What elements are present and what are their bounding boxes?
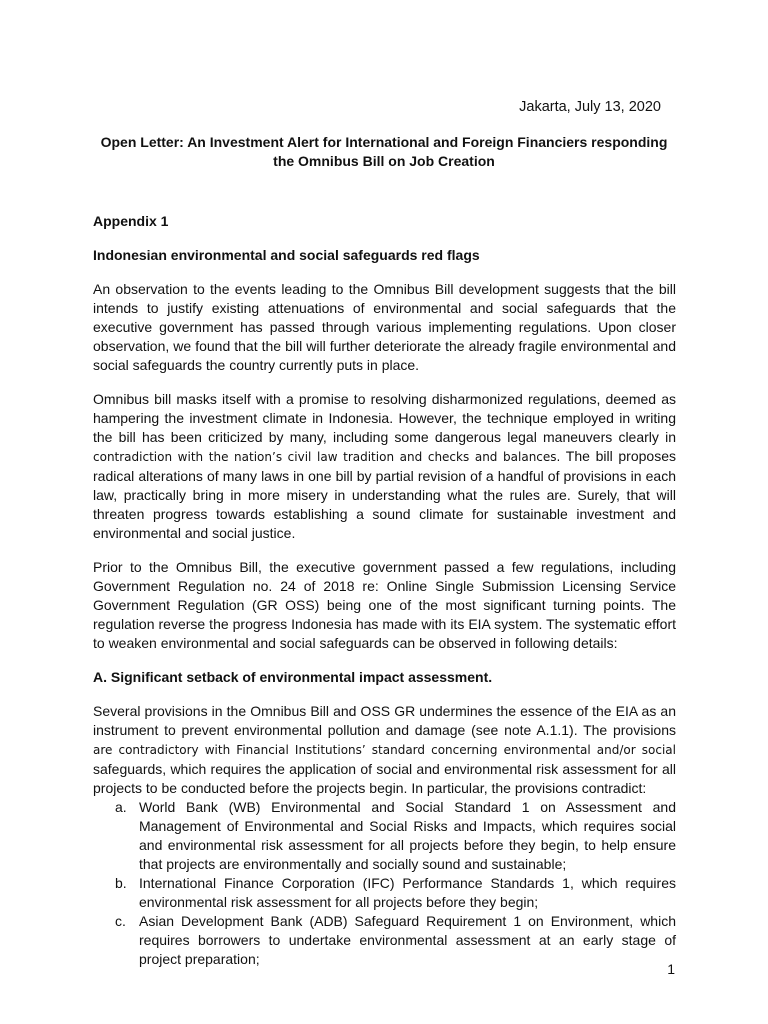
- list-item: [93, 874, 676, 912]
- list-item: [93, 798, 676, 874]
- document-body: [93, 212, 676, 969]
- paragraph-prior-regulations: Prior to the Omnibus Bill, the executive government passed a few regulations, including Government Regulation no. 24 of 2018 re: Online Single Submission Licensing Service Government Regulation (GR OSS) being one of the most significant turning points. The regulation reverse the progress Indonesia has made with its EIA system. The systematic effort to weaken environmental and social safeguards can be observed in following details:: [93, 559, 676, 651]
- letter-title-line-2: the Omnibus Bill on Job Creation: [273, 153, 495, 169]
- paragraph-provisions-part-1: Several provisions in the Omnibus Bill and OSS GR undermines the essence of the EIA as an instrument to prevent environmental pollution and damage (see note A.1.1). The provisions: [93, 703, 676, 738]
- section-a-heading: A. Significant setback of environmental impact assessment.: [93, 669, 493, 685]
- list-marker: b.: [115, 875, 127, 891]
- paragraph-omnibus-bill-part-1: Omnibus bill masks itself with a promise to resolving disharmonized regulations, deemed as hampering the investment climate in Indonesia. However, the technique employed in writing the bill has been criticized by many, including some dangerous legal maneuvers clearly in: [93, 391, 676, 445]
- paragraph-omnibus-bill: [93, 390, 676, 543]
- paragraph-provisions: [93, 702, 676, 798]
- paragraph-omnibus-bill-part-2: contradiction with the nation’s civil law tradition and checks and balances.: [93, 450, 561, 464]
- list-item-text: International Finance Corporation (IFC) Performance Standards 1, which requires environmental risk assessment for all projects before they begin;: [139, 875, 676, 910]
- letter-date: Jakarta, July 13, 2020: [519, 99, 661, 115]
- list-item-text: Asian Development Bank (ADB) Safeguard Requirement 1 on Environment, which requires borrowers to undertake environmental assessment at an early stage of project preparation;: [139, 913, 676, 967]
- page-number: 1: [667, 961, 675, 977]
- paragraph-provisions-part-2: are contradictory with Financial Institutions’ standard concerning environmental and/or social: [93, 743, 676, 757]
- list-item-text: World Bank (WB) Environmental and Social Standard 1 on Assessment and Management of Environmental and Social Risks and Impacts, which requires social and environmental risk assessment for all projects before they begin, to help ensure that projects are environmentally and socially sound and sustainable;: [139, 799, 676, 872]
- list-item: [93, 912, 676, 969]
- list-marker: a.: [115, 799, 127, 815]
- section-subheading: Indonesian environmental and social safeguards red flags: [93, 247, 480, 263]
- letter-title-line-1: Open Letter: An Investment Alert for International and Foreign Financiers responding: [100, 134, 668, 150]
- standards-list: [93, 798, 676, 969]
- appendix-heading: Appendix 1: [93, 213, 169, 229]
- paragraph-omnibus-bill-part-3: The bill proposes radical alterations of many laws in one bill by partial revision of a handful of provisions in each law, practically bring in more misery in understanding what the rules are. Surely, that will threaten progress towards establishing a sound climate for sustainable investment and environmental and social justice.: [93, 448, 676, 541]
- paragraph-provisions-part-3: safeguards, which requires the application of social and environmental risk assessment for all projects to be conducted before the projects begin. In particular, the provisions contradict:: [93, 761, 676, 796]
- paragraph-observation: An observation to the events leading to the Omnibus Bill development suggests that the bill intends to justify existing attenuations of environmental and social safeguards that the executive government has passed through various implementing regulations. Upon closer observation, we found that the bill will further deteriorate the already fragile environmental and social safeguards the country currently puts in place.: [93, 281, 676, 373]
- letter-title: [92, 133, 676, 171]
- list-marker: c.: [115, 913, 126, 929]
